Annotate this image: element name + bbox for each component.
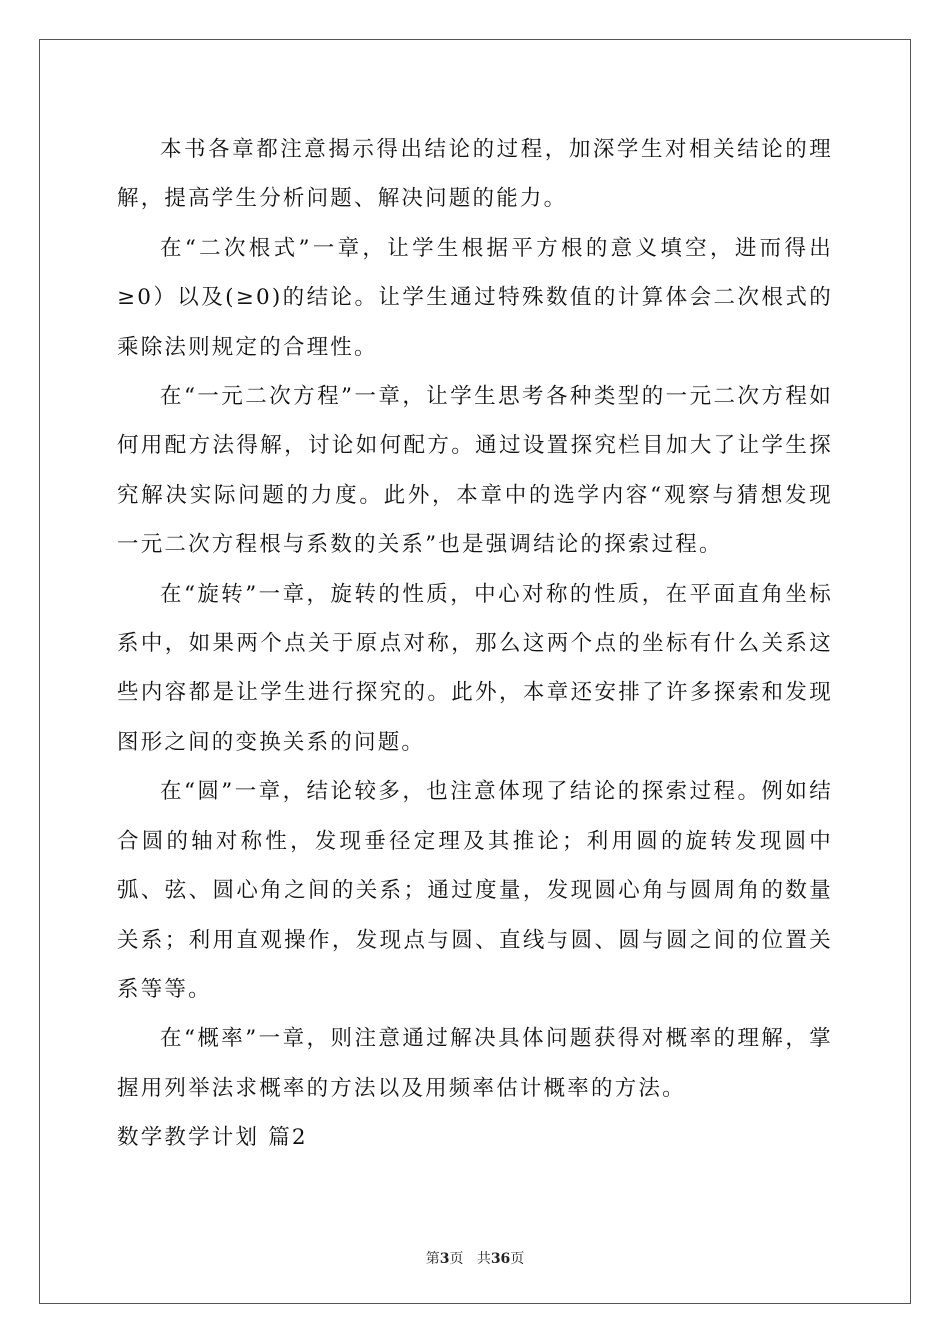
document-body <box>117 125 833 1163</box>
paragraph-1: 本书各章都注意揭示得出结论的过程，加深学生对相关结论的理解，提高学生分析问题、解决问题的能力。 <box>117 137 833 212</box>
footer-total-unit: 页 <box>510 1251 525 1267</box>
paragraph-5: 在“圆”一章，结论较多，也注意体现了结论的探索过程。例如结合圆的轴对称性，发现垂径定理及其推论；利用圆的旋转发现圆中弧、弦、圆心角之间的关系；通过度量，发现圆心角与圆周角的数量关系；利用直观操作，发现点与圆、直线与圆、圆与圆之间的位置关系等等。 <box>117 779 833 1002</box>
page-footer <box>0 1248 950 1268</box>
paragraph-4: 在“旋转”一章，旋转的性质，中心对称的性质，在平面直角坐标系中，如果两个点关于原点对称，那么这两个点的坐标有什么关系这些内容都是让学生进行探究的。此外，本章还安排了许多探索和发现图形之间的变换关系的问题。 <box>117 581 833 755</box>
footer-prefix: 第 <box>425 1251 440 1267</box>
footer-total-pages: 36 <box>490 1251 511 1267</box>
paragraph-3: 在“一元二次方程”一章，让学生思考各种类型的一元二次方程如何用配方法得解，讨论如何配方。通过设置探究栏目加大了让学生探究解决实际问题的力度。此外，本章中的选学内容“观察与猜想发现一元二次方程根与系数的关系”也是强调结论的探索过程。 <box>117 384 833 558</box>
footer-page-unit: 页 <box>449 1251 464 1267</box>
footer-total-prefix: 共 <box>476 1251 491 1267</box>
paragraph-2: 在“二次根式”一章，让学生根据平方根的意义填空，进而得出≥0）以及(≥0)的结论。让学生通过特殊数值的计算体会二次根式的乘除法则规定的合理性。 <box>117 235 833 360</box>
section-heading: 数学教学计划 篇2 <box>117 1125 308 1151</box>
footer-current-page: 3 <box>439 1251 450 1267</box>
paragraph-6: 在“概率”一章，则注意通过解决具体问题获得对概率的理解，掌握用列举法求概率的方法以及用频率估计概率的方法。 <box>117 1026 833 1101</box>
